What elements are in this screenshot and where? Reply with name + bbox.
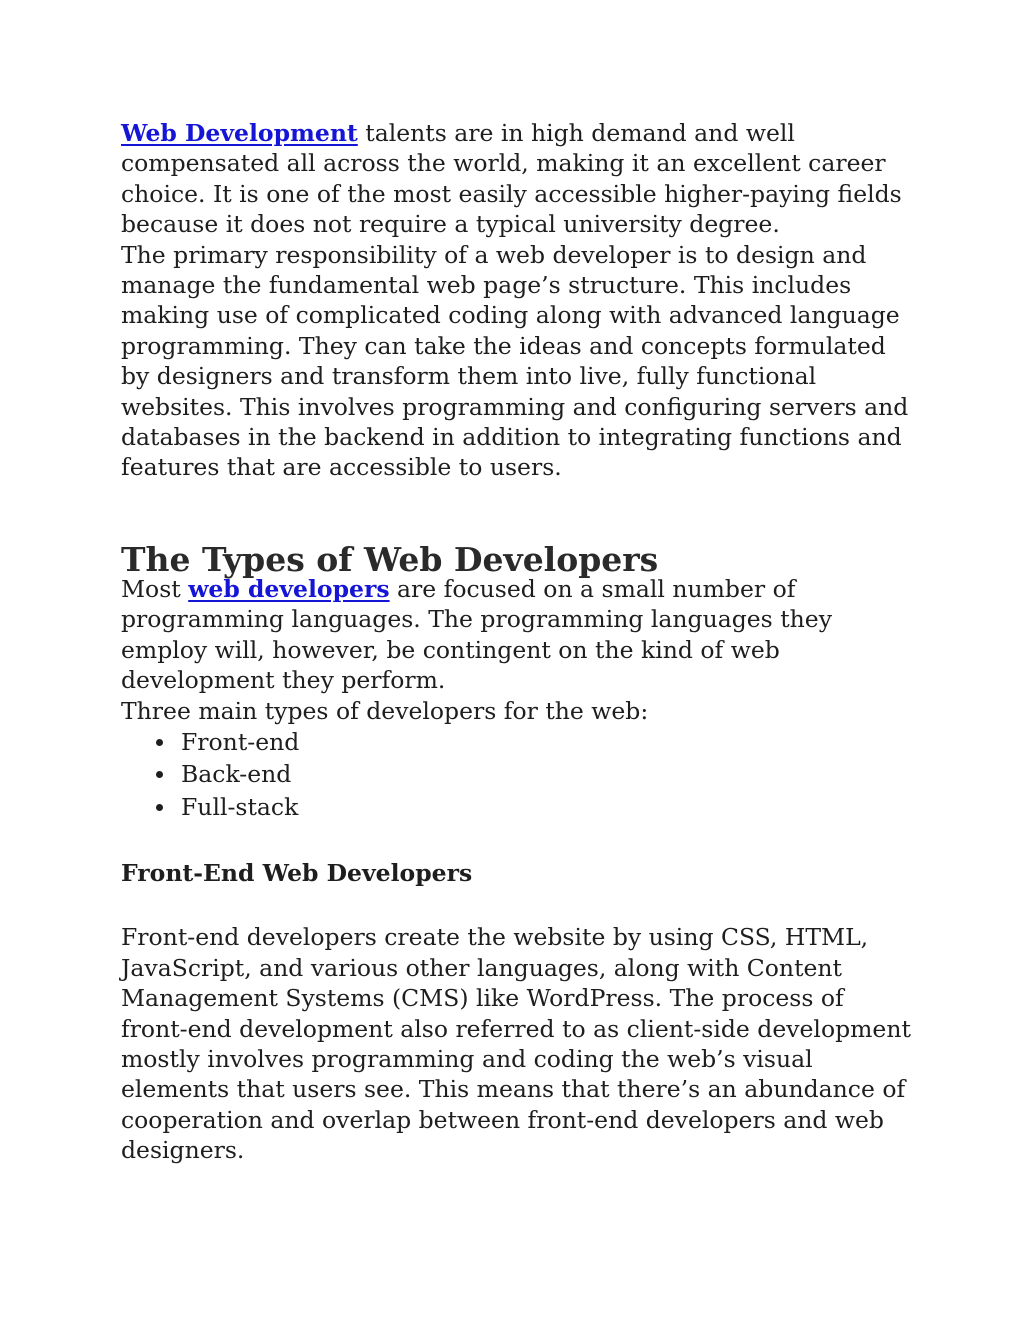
web-developers-link[interactable]: web developers <box>188 574 390 603</box>
responsibility-paragraph: The primary responsibility of a web developer is to design and manage the fundamental web page’s structure. This includes making use of complicated coding along with advanced language programming. They can take the ideas and concepts formulated by designers and transform them into live, fully functional websites. This involves programming and configuring servers and databases in the backend in addition to integrating functions and features that are accessible to users. <box>121 240 909 482</box>
list-intro: Three main types of developers for the web: <box>121 696 649 725</box>
types-intro-paragraph <box>121 574 911 696</box>
list-item-back-end <box>121 758 911 791</box>
bullet-icon <box>156 739 163 746</box>
bullet-icon <box>156 771 163 778</box>
frontend-paragraph: Front-end developers create the website by using CSS, HTML, JavaScript, and various other languages, along with Content Management Systems (CMS) like WordPress. The process of front-end development also referred to as client-side development mostly involves programming and coding the web’s visual elements that users see. This means that there’s an abundance of cooperation and overlap between front-end developers and web designers. <box>121 923 911 1165</box>
list-item-label: Front-end <box>181 727 300 756</box>
list-item-front-end <box>121 726 911 759</box>
intro-paragraph <box>121 118 911 240</box>
list-item-full-stack <box>121 791 911 824</box>
intro-text: talents are in high demand and well compensated all across the world, making it an excellent career choice. It is one of the most easily accessible higher-paying fields because it does not require a typical university degree. <box>121 119 902 239</box>
developer-types-list <box>121 726 911 824</box>
bullet-icon <box>156 804 163 811</box>
web-development-link[interactable]: Web Development <box>121 119 358 147</box>
document-page <box>121 118 911 1166</box>
types-intro-suffix: are focused on a small number of programming languages. The programming languages they employ will, however, be contingent on the kind of web development they perform. <box>121 574 832 695</box>
types-intro-prefix: Most <box>121 574 189 603</box>
types-heading: The Types of Web Developers <box>121 539 659 579</box>
list-item-label: Full-stack <box>181 792 299 821</box>
frontend-heading: Front-End Web Developers <box>121 859 473 888</box>
list-item-label: Back-end <box>181 760 292 789</box>
